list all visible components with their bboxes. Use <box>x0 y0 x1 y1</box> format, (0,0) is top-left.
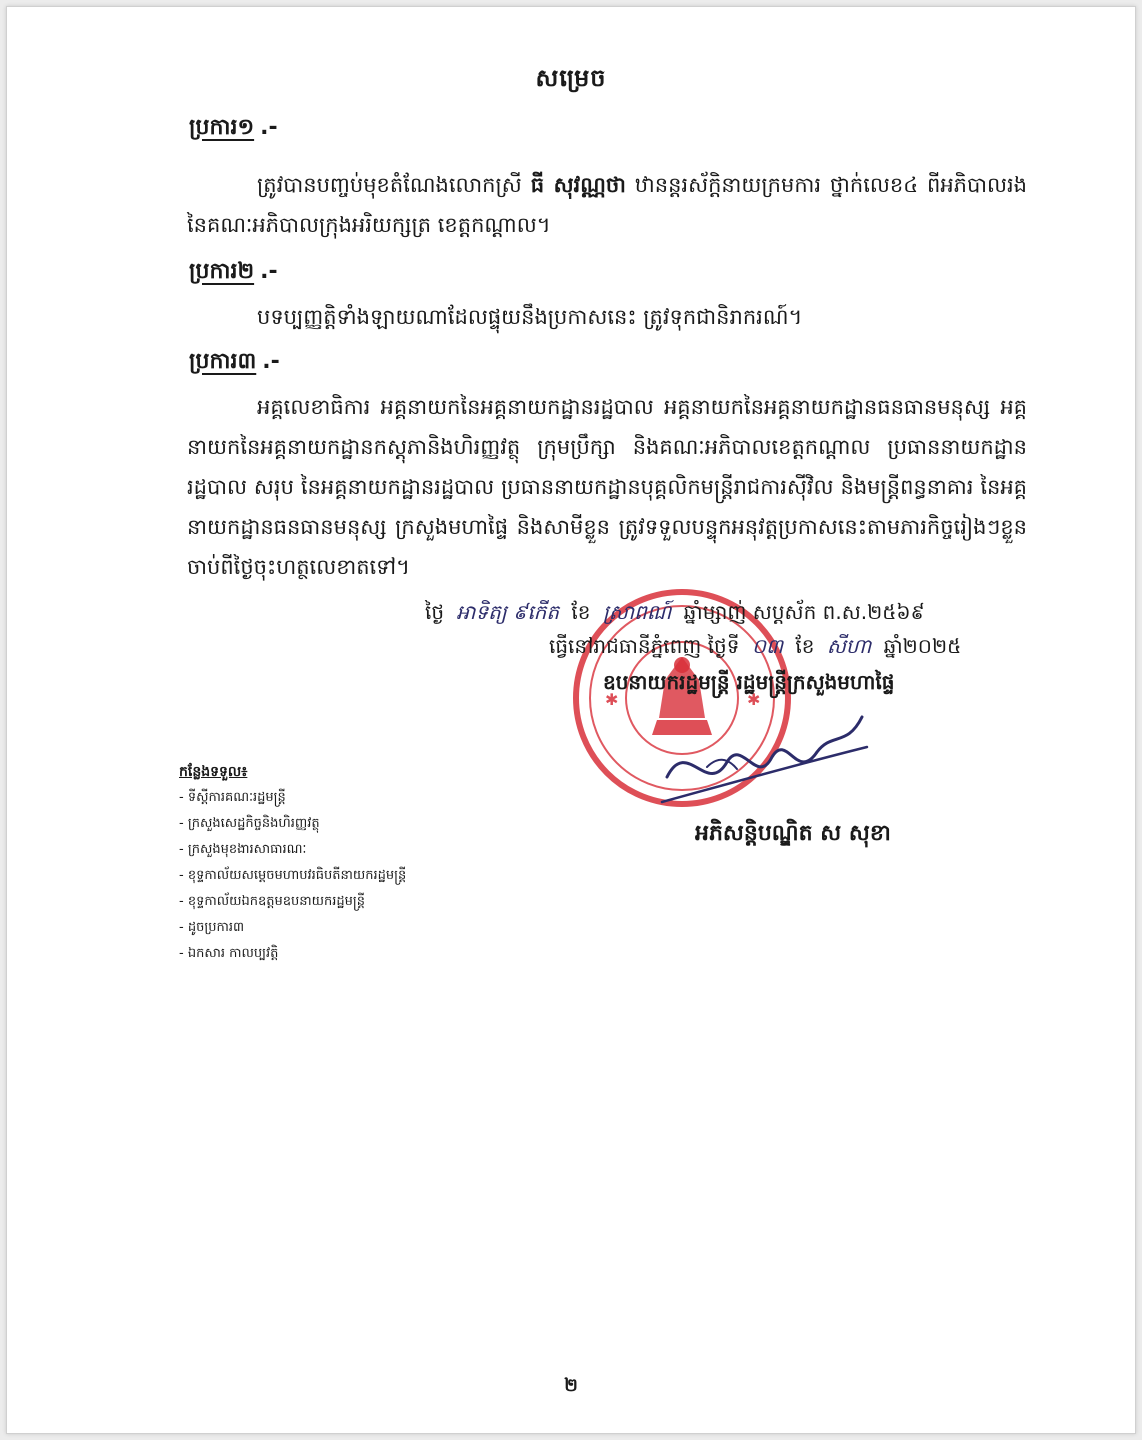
recipients-list <box>179 759 406 967</box>
article-1-text-after: ឋានន្តរស័ក្តិនាយក្រមការ ថ្នាក់លេខ៤ ពីអភិបាលរង នៃគណៈអភិបាលក្រុងអរិយក្សត្រ ខេត្តកណ្ដាល។ <box>187 173 1027 237</box>
solar-month-value: សីហា <box>826 634 872 658</box>
recipients-heading: កន្លែងទទួល៖ <box>179 764 248 780</box>
recipient-item: - ខុទ្ទកាល័យឯកឧត្តមឧបនាយករដ្ឋមន្ត្រី <box>179 894 365 909</box>
signatory-position: ឧបនាយករដ្ឋមន្ត្រី រដ្ឋមន្ត្រីក្រសួងមហាផ្ទៃ <box>603 670 895 694</box>
lunar-date-line <box>425 599 925 629</box>
document-page <box>6 6 1136 1434</box>
article-2-suffix: .- <box>260 259 278 284</box>
article-2-text <box>187 297 1027 337</box>
article-3-heading <box>189 347 280 379</box>
lunar-day-value: អាទិត្យ ៩កើត <box>456 600 560 624</box>
handwritten-signature <box>647 707 877 817</box>
article-2-label: ប្រការ២ <box>189 259 255 284</box>
signatory-name: អភិសន្តិបណ្ឌិត ស សុខា <box>695 821 891 846</box>
decision-title: សម្រេច <box>535 64 607 92</box>
lunar-year: ឆ្នាំម្សាញ់ សប្តស័ក ព.ស.២៥៦៩ <box>683 600 925 624</box>
recipient-item: - ក្រសួងមុខងារសាធារណៈ <box>179 842 307 857</box>
article-1-label: ប្រការ១ <box>189 115 255 140</box>
lunar-month-value: ស្រាពណ៍ <box>602 600 672 624</box>
solar-year: ឆ្នាំ២០២៥ <box>883 634 962 658</box>
article-2-heading <box>189 257 278 289</box>
solar-month-label: ខែ <box>795 634 815 658</box>
lunar-month-label: ខែ <box>571 600 591 624</box>
recipient-item: - ខុទ្ទកាល័យសម្តេចមហាបវរធិបតីនាយករដ្ឋមន្ត្រី <box>179 868 407 883</box>
article-1-suffix: .- <box>260 115 278 140</box>
svg-text:✱: ✱ <box>747 690 761 709</box>
article-1-text <box>187 165 1027 245</box>
page-number: ២ <box>564 1375 578 1396</box>
recipient-item: - ដូចប្រការ៣ <box>179 920 245 935</box>
article-3-label: ប្រការ៣ <box>189 349 257 374</box>
solar-day-value: ០៣ <box>751 634 784 658</box>
svg-text:✱: ✱ <box>605 690 619 709</box>
place-date-prefix: ធ្វើនៅរាជធានីភ្នំពេញ ថ្ងៃទី <box>549 634 740 658</box>
article-1-heading <box>189 113 278 145</box>
solar-date-line <box>549 633 961 663</box>
article-1-text-before: ត្រូវបានបញ្ចប់មុខតំណែងលោកស្រី <box>257 173 522 197</box>
lunar-day-label: ថ្ងៃ <box>425 600 445 624</box>
official-name: ធី សុវណ្ណថា <box>530 173 626 197</box>
recipient-item: - ក្រសួងសេដ្ឋកិច្ចនិងហិរញ្ញវត្ថុ <box>179 816 320 831</box>
article-3-text <box>187 387 1027 587</box>
recipient-item: - ទីស្តីការគណៈរដ្ឋមន្ត្រី <box>179 790 286 805</box>
recipient-item: - ឯកសារ កាលប្បវត្តិ <box>179 946 279 961</box>
article-3-suffix: .- <box>262 349 280 374</box>
article-3-body: អគ្គលេខាធិការ អគ្គនាយកនៃអគ្គនាយកដ្ឋានរដ្ឋបាល អគ្គនាយកនៃអគ្គនាយកដ្ឋានធនធានមនុស្ស អគ្គនាយកនៃអគ្គនាយកដ្ឋានកស្តុភានិងហិរញ្ញវត្ថុ ក្រុមប្រឹក្សា និងគណៈអភិបាលខេត្តកណ្ដាល ប្រធាននាយកដ្ឋានរដ្ឋបាល សរុប នៃអគ្គនាយកដ្ឋានរដ្ឋបាល ប្រធាននាយកដ្ឋានបុគ្គលិកមន្ត្រីរាជការស៊ីវិល និងមន្ត្រីពន្ធនាគារ នៃអគ្គនាយកដ្ឋានធនធានមនុស្ស ក្រសួងមហាផ្ទៃ និងសាមីខ្លួន ត្រូវទទួលបន្ទុកអនុវត្តប្រកាសនេះតាមភារកិច្ចរៀងៗខ្លួន ចាប់ពីថ្ងៃចុះហត្ថលេខាតទៅ។ <box>187 395 1027 579</box>
article-2-body: បទប្បញ្ញត្តិទាំងឡាយណាដែលផ្ទុយនឹងប្រកាសនេះ ត្រូវទុកជានិរាករណ៍។ <box>257 305 803 329</box>
